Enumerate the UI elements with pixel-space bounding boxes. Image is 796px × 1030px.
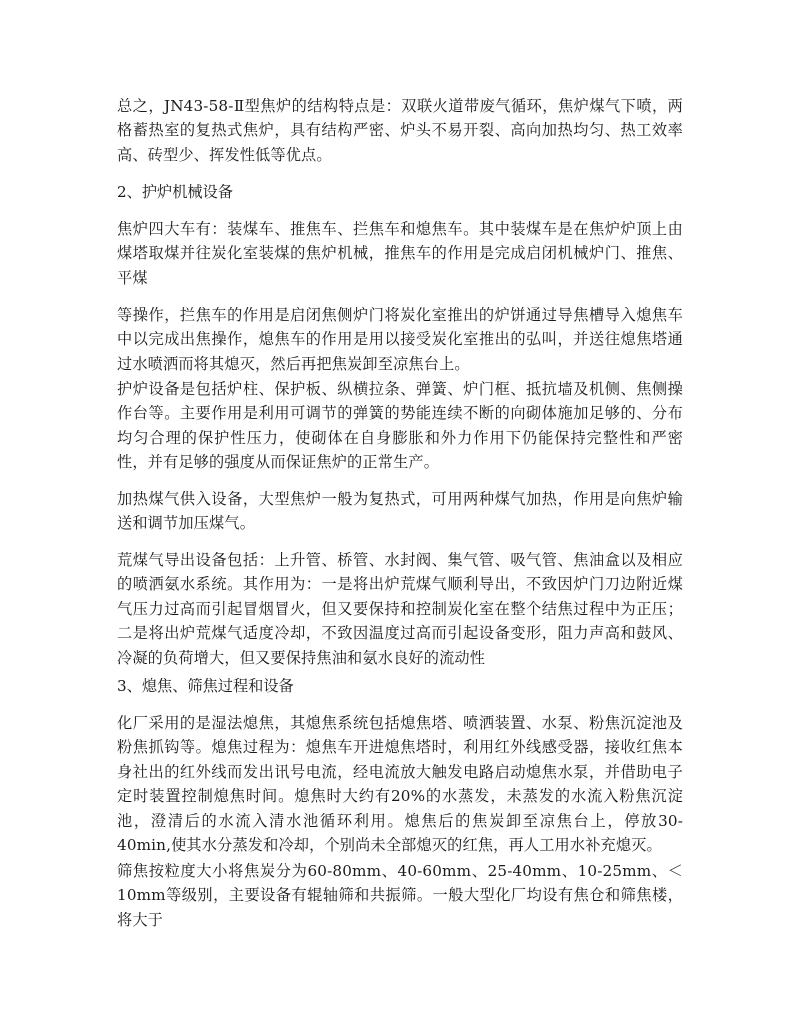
section-heading-furnace-machinery: 2、护炉机械设备	[117, 183, 233, 201]
paragraph-vehicle-operations: 等操作，拦焦车的作用是启闭焦侧炉门将炭化室推出的炉饼通过导焦槽导入熄焦车中以完成出焦操作，熄焦车的作用是用以接受炭化室推出的弘叫，并送往熄焦塔通过水喷洒而将其熄灭，然后再把焦炭卸至凉焦台上。	[117, 306, 683, 373]
paragraph-heating-gas-supply: 加热煤气供入设备，大型焦炉一般为复热式，可用两种煤气加热，作用是向焦炉输送和调节加压煤气。	[117, 490, 683, 533]
section-heading-quenching-screening: 3、熄焦、筛焦过程和设备	[117, 677, 294, 695]
paragraph-raw-gas-export: 荒煤气导出设备包括：上升管、桥管、水封阀、集气管、吸气管、焦油盒以及相应的喷洒氨水系统。其作用为：一是将出炉荒煤气顺利导出，不致因炉门刀边附近煤气压力过高而引起冒烟冒火，但又要保持和控制炭化室在整个结焦过程中为正压；二是将出炉荒煤气适度冷却，不致因温度过高而引起设备变形，阻力声高和鼓风、冷凝的负荷增大，但又要保持焦油和氨水良好的流动性	[117, 551, 683, 667]
paragraph-structure-summary: 总之，JN43-58-Ⅱ型焦炉的结构特点是：双联火道带废气循环，焦炉煤气下喷，两格蓄热室的复热式焦炉，具有结构严密、炉头不易开裂、高向加热均匀、热工效率高、砖型少、挥发性低等优点。	[117, 97, 683, 164]
paragraph-four-vehicles: 焦炉四大车有：装煤车、推焦车、拦焦车和熄焦车。其中装煤车是在焦炉炉顶上由煤塔取煤并往炭化室装煤的焦炉机械，推焦车的作用是完成启闭机械炉门、推焦、平煤	[117, 220, 683, 287]
paragraph-protection-equipment: 护炉设备是包括炉柱、保护板、纵横拉条、弹簧、炉门框、抵抗墙及机侧、焦侧操作台等。主要作用是利用可调节的弹簧的势能连续不断的向砌体施加足够的、分布均匀合理的保护性压力，使砌体在自身膨胀和外力作用下仍能保持完整性和严密性，并有足够的强度从而保证焦炉的正常生产。	[117, 380, 683, 472]
paragraph-coke-screening: 筛焦按粒度大小将焦炭分为60-80mm、40-60mm、25-40mm、10-25mm、＜10mm等级别，主要设备有辊轴筛和共振筛。一般大型化厂均设有焦仓和筛焦楼，将大于	[117, 862, 683, 929]
paragraph-quenching-process: 化厂采用的是湿法熄焦，其熄焦系统包括熄焦塔、喷洒装置、水泵、粉焦沉淀池及粉焦抓钩等。熄焦过程为：熄焦车开进熄焦塔时，利用红外线感受器，接收红焦本身社出的红外线而发出讯号电流，经电流放大触发电路启动熄焦水泵，并借助电子定时装置控制熄焦时间。熄焦时大约有20%的水蒸发，未蒸发的水流入粉焦沉淀池，澄清后的水流入清水池循环利用。熄焦后的焦炭卸至凉焦台上，停放30-40min,使其水分蒸发和冷却，个别尚未全部熄灭的红焦，再人工用水补充熄灭。	[117, 714, 683, 855]
